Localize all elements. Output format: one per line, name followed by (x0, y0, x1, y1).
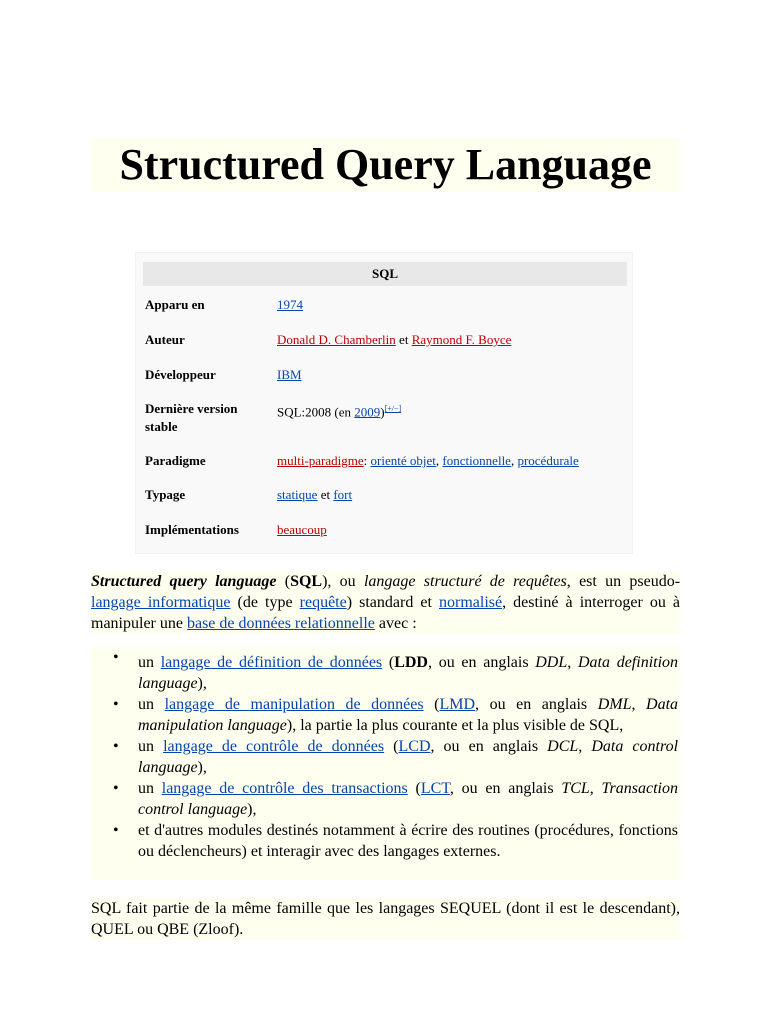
implementations-link[interactable]: beaucoup (277, 522, 327, 537)
infobox-label: Dernière version stable (145, 401, 238, 434)
link-abbr-lcd[interactable]: LCD (398, 738, 431, 755)
abbr: SQL (290, 573, 323, 590)
english-abbr: DML (597, 696, 632, 713)
list-item (91, 820, 680, 862)
text: et d'autres modules destinés notamment à écrire des routines (procédures, fonctions ou déclencheurs) et interagir avec des langages externes. (138, 822, 678, 860)
typing-link-static[interactable]: statique (277, 487, 318, 502)
sublanguage-list (91, 647, 680, 880)
list-item (91, 647, 680, 694)
separator: , (435, 453, 443, 468)
text: , ou en anglais (449, 780, 562, 797)
text: , (631, 696, 647, 713)
conjunction: et (395, 332, 412, 347)
abbr-ldd: LDD (394, 654, 428, 671)
text: ( (423, 696, 440, 713)
infobox-label: Implémentations (145, 522, 239, 537)
intro-paragraph (91, 571, 680, 634)
text: ), (197, 675, 207, 692)
infobox-label: Paradigme (145, 453, 206, 468)
list-item (91, 694, 680, 736)
paradigm-link-functional[interactable]: fonctionnelle (442, 453, 511, 468)
alt-name: langage structuré de requêtes (363, 573, 567, 590)
infobox-label: Développeur (145, 367, 216, 382)
year-link[interactable]: 1974 (277, 297, 303, 312)
text: un (138, 738, 164, 755)
text: , ou en anglais (427, 654, 536, 671)
bullet: • (113, 738, 119, 755)
text: ), (247, 801, 257, 818)
link-lmd[interactable]: langage de manipulation de données (164, 696, 424, 713)
separator: : (363, 453, 371, 468)
infobox-label: Auteur (145, 332, 185, 347)
text: , (578, 738, 592, 755)
author-link-chamberlin[interactable]: Donald D. Chamberlin (277, 332, 396, 347)
paradigm-link-object[interactable]: orienté objet (370, 453, 436, 468)
english-name: Data control language (138, 738, 679, 776)
infobox-label: Apparu en (145, 297, 205, 312)
text: un (138, 780, 162, 797)
link-lcd[interactable]: langage de contrôle de données (163, 738, 385, 755)
text: , destiné à interroger ou à manipuler une (91, 594, 681, 632)
paradigm-link-procedural[interactable]: procédurale (517, 453, 579, 468)
page-title: Structured Query Language (119, 140, 652, 189)
conjunction: et (317, 487, 334, 502)
developer-link[interactable]: IBM (277, 367, 302, 382)
link-ldd[interactable]: langage de définition de données (160, 654, 383, 671)
text: avec : (374, 615, 417, 632)
term: Structured query language (91, 573, 277, 590)
text: un (138, 696, 165, 713)
english-name: Data definition language (138, 654, 679, 692)
text: ( (382, 654, 395, 671)
link-normalise[interactable]: normalisé (439, 594, 503, 611)
text: ( (407, 780, 421, 797)
text: ) standard et (346, 594, 439, 611)
title-block (91, 138, 680, 192)
text: ( (384, 738, 399, 755)
text: , ou en anglais (430, 738, 548, 755)
edit-link[interactable]: [+/−] (384, 404, 402, 413)
text: ( (276, 573, 291, 590)
separator: , (510, 453, 518, 468)
link-abbr-lmd[interactable]: LMD (439, 696, 476, 713)
link-langage-informatique[interactable]: langage informatique (91, 594, 231, 611)
infobox-label: Typage (145, 487, 186, 502)
paradigm-link-multi[interactable]: multi-paradigme (277, 453, 364, 468)
english-abbr: TCL (561, 780, 590, 797)
text: un (138, 654, 161, 671)
link-base-de-donnees[interactable]: base de données relationnelle (186, 615, 375, 632)
bullet: • (113, 696, 119, 713)
text: ), (197, 759, 207, 776)
closing-paragraph (91, 898, 680, 940)
bullet: • (113, 649, 119, 666)
version-text: SQL:2008 (en (277, 404, 355, 420)
closing-text: SQL fait partie de la même famille que les langages SEQUEL (dont il est le descendant), QUEL ou QBE (Zloof). (91, 900, 680, 938)
typing-link-strong[interactable]: fort (333, 487, 353, 502)
text: ), ou (322, 573, 364, 590)
text: ), la partie la plus courante et la plus visible de SQL, (286, 717, 624, 734)
version-text-end: ) (380, 404, 385, 420)
english-abbr: DCL (547, 738, 579, 755)
link-requete[interactable]: requête (299, 594, 347, 611)
text: , (567, 654, 578, 671)
infobox-header: SQL (143, 262, 627, 286)
text: (de type (230, 594, 300, 611)
infobox (135, 252, 633, 554)
link-abbr-lct[interactable]: LCT (420, 780, 450, 797)
english-name: Data manipulation language (138, 696, 679, 734)
text: , est un pseudo- (566, 573, 681, 590)
text: , ou en anglais (475, 696, 598, 713)
link-lct[interactable]: langage de contrôle des transactions (161, 780, 408, 797)
list-item (91, 736, 680, 778)
text: , (589, 780, 602, 797)
bullet: • (113, 780, 119, 797)
author-link-boyce[interactable]: Raymond F. Boyce (411, 332, 512, 347)
list-item (91, 778, 680, 820)
bullet: • (113, 822, 119, 839)
version-year-link[interactable]: 2009 (354, 404, 381, 420)
english-abbr: DDL (535, 654, 568, 671)
english-name: Transaction control language (138, 780, 678, 818)
